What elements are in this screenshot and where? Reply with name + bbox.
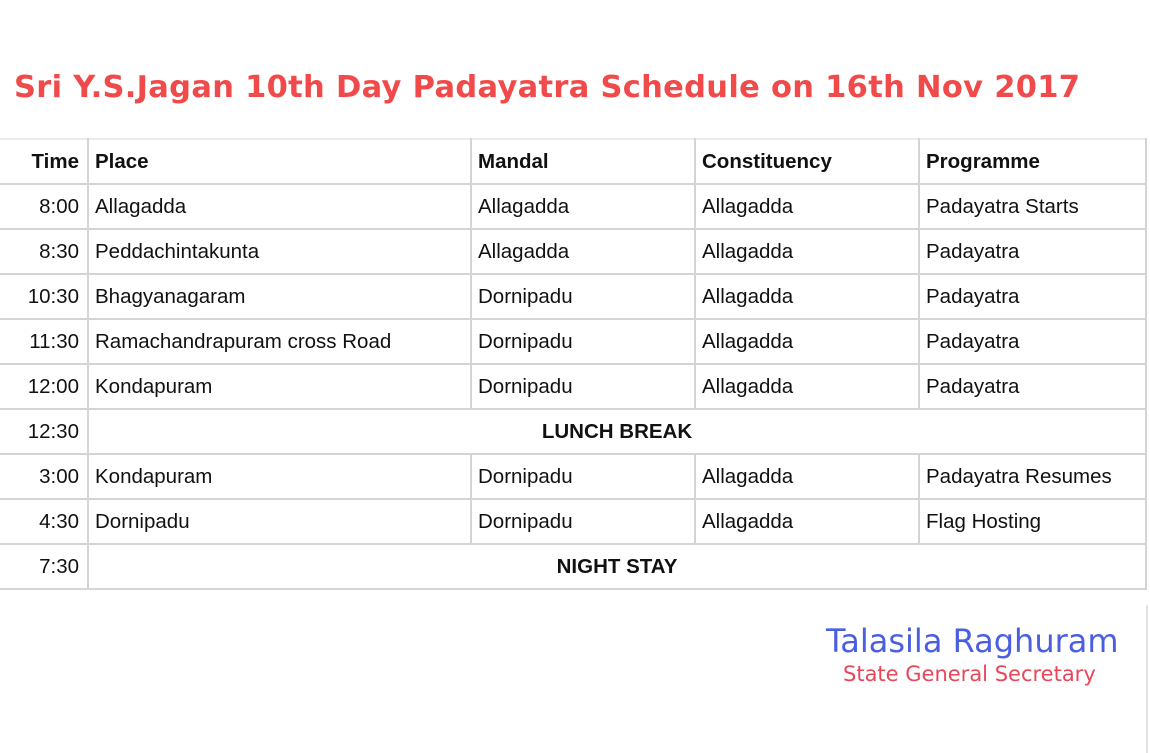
- constituency-cell: Allagadda: [695, 499, 919, 544]
- mandal-cell: Allagadda: [471, 229, 695, 274]
- table-row: [0, 274, 1146, 319]
- mandal-cell: Dornipadu: [471, 319, 695, 364]
- signature-name: Talasila Raghuram: [826, 622, 1119, 660]
- time-cell: 7:30: [0, 544, 88, 589]
- programme-cell: Padayatra: [919, 364, 1146, 409]
- table-row: [0, 364, 1146, 409]
- mandal-cell: Allagadda: [471, 184, 695, 229]
- place-cell: Kondapuram: [88, 454, 471, 499]
- schedule-table: [0, 138, 1147, 590]
- signature-role: State General Secretary: [843, 662, 1096, 686]
- header-row: [0, 139, 1146, 184]
- header-time: Time: [0, 139, 88, 184]
- constituency-cell: Allagadda: [695, 229, 919, 274]
- table-row: [0, 184, 1146, 229]
- place-cell: Dornipadu: [88, 499, 471, 544]
- time-cell: 12:00: [0, 364, 88, 409]
- mandal-cell: Dornipadu: [471, 454, 695, 499]
- programme-cell: Padayatra: [919, 274, 1146, 319]
- table-row-night-stay: [0, 544, 1146, 589]
- time-cell: 11:30: [0, 319, 88, 364]
- programme-cell: Padayatra: [919, 319, 1146, 364]
- mandal-cell: Dornipadu: [471, 274, 695, 319]
- time-cell: 3:00: [0, 454, 88, 499]
- table-row: [0, 229, 1146, 274]
- programme-cell: Padayatra Resumes: [919, 454, 1146, 499]
- programme-cell: Padayatra: [919, 229, 1146, 274]
- header-programme: Programme: [919, 139, 1146, 184]
- schedule-title: Sri Y.S.Jagan 10th Day Padayatra Schedule on 16th Nov 2017: [14, 70, 1081, 105]
- time-cell: 10:30: [0, 274, 88, 319]
- programme-cell: Padayatra Starts: [919, 184, 1146, 229]
- programme-cell: Flag Hosting: [919, 499, 1146, 544]
- mandal-cell: Dornipadu: [471, 364, 695, 409]
- constituency-cell: Allagadda: [695, 274, 919, 319]
- table-row-lunch-break: [0, 409, 1146, 454]
- header-place: Place: [88, 139, 471, 184]
- constituency-cell: Allagadda: [695, 184, 919, 229]
- place-cell: Kondapuram: [88, 364, 471, 409]
- time-cell: 12:30: [0, 409, 88, 454]
- place-cell: Allagadda: [88, 184, 471, 229]
- header-constituency: Constituency: [695, 139, 919, 184]
- constituency-cell: Allagadda: [695, 364, 919, 409]
- table-row: [0, 454, 1146, 499]
- place-cell: Bhagyanagaram: [88, 274, 471, 319]
- place-cell: Peddachintakunta: [88, 229, 471, 274]
- place-cell: Ramachandrapuram cross Road: [88, 319, 471, 364]
- time-cell: 4:30: [0, 499, 88, 544]
- sheet-edge-divider: [1146, 605, 1148, 753]
- table-row: [0, 499, 1146, 544]
- constituency-cell: Allagadda: [695, 319, 919, 364]
- table-row: [0, 319, 1146, 364]
- mandal-cell: Dornipadu: [471, 499, 695, 544]
- lunch-break-cell: LUNCH BREAK: [88, 409, 1146, 454]
- time-cell: 8:30: [0, 229, 88, 274]
- constituency-cell: Allagadda: [695, 454, 919, 499]
- time-cell: 8:00: [0, 184, 88, 229]
- night-stay-cell: NIGHT STAY: [88, 544, 1146, 589]
- header-mandal: Mandal: [471, 139, 695, 184]
